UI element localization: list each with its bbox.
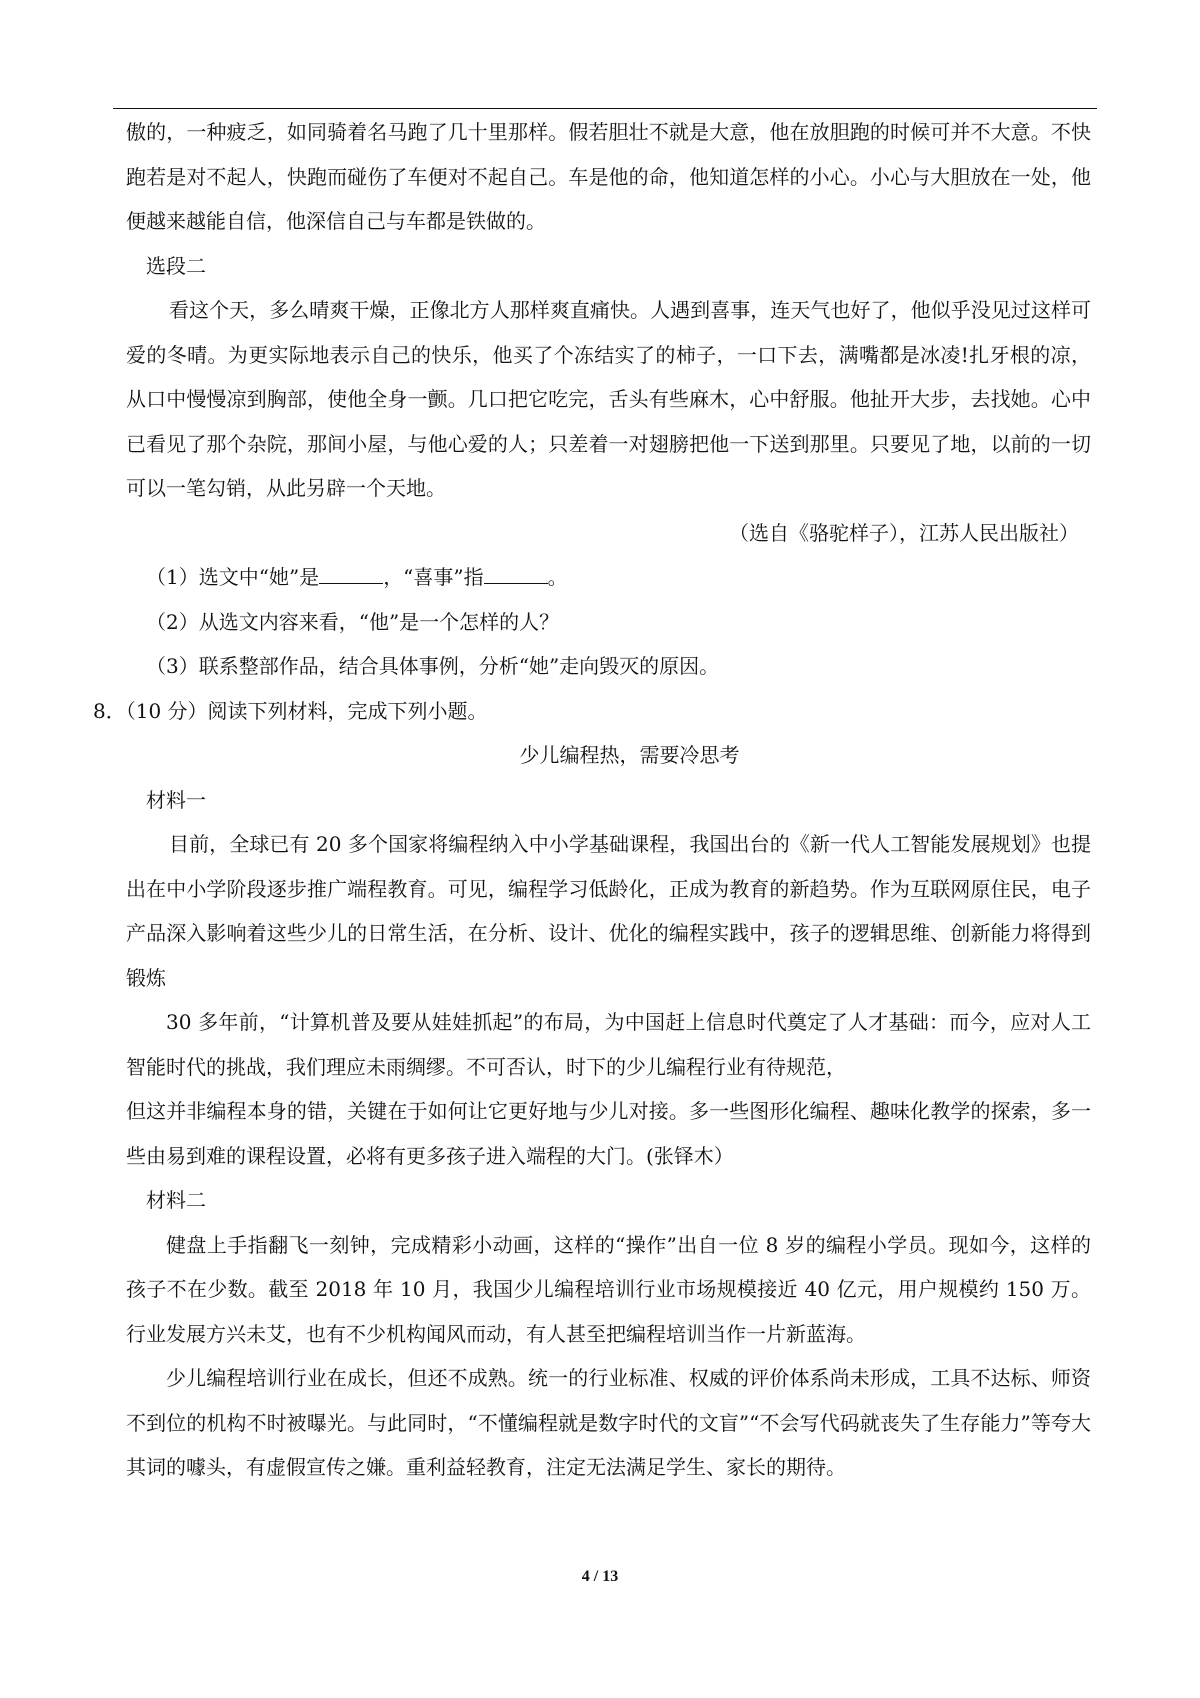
- material-one-label: 材料一: [146, 787, 206, 812]
- excerpt-one-paragraph-tail: 傲的，一种疲乏，如同骑着名马跑了几十里那样。假若胆壮不就是大意，他在放胆跑的时候可并不大意。不快跑若是对不起人，快跑而碰伤了车便对不起自己。车是他的命，他知道怎样的小心。小心与大胆放在一处，他便越来越能自信，他深信自己与车都是铁做的。: [126, 120, 1091, 233]
- material-one-paragraph-1: 目前，全球已有 20 多个国家将编程纳入中小学基础课程，我国出台的《新一代人工智能发展规划》也提出在中小学阶段逐步推广端程教育。可见，编程学习低龄化，正成为教育的新趋势。作为互联网原住民，电子产品深入影响着这些少儿的日常生活，在分析、设计、优化的编程实践中，孩子的逻辑思维、创新能力将得到锻炼: [126, 832, 1091, 990]
- question-8-heading: 8．（10 分）阅读下列材料，完成下列小题。: [93, 698, 488, 723]
- question-7-sub-1-text-b: ，“喜事”指: [383, 565, 484, 589]
- excerpt-source: （选自《骆驼样子），江苏人民出版社）: [729, 520, 1079, 545]
- answer-blank-2[interactable]: [484, 562, 548, 584]
- excerpt-two-paragraph: 看这个天，多么晴爽干燥，正像北方人那样爽直痛快。人遇到喜事，连天气也好了，他似乎没见过这样可爱的冬晴。为更实际地表示自己的快乐，他买了个冻结实了的柿子，一口下去，满嘴都是冰凌!扎牙根的凉，从口中慢慢凉到胸部，使他全身一颤。几口把它吃完，舌头有些麻木，心中舒服。他扯开大步，去找她。心中已看见了那个杂院，那间小屋，与他心爱的人；只差着一对翅膀把他一下送到那里。只要见了地，以前的一切可以一笔勾销，从此另辟一个天地。: [126, 298, 1091, 500]
- question-7-sub-1-text-c: 。: [547, 565, 568, 589]
- material-one-paragraph-2-line-1: 30 多年前，“计算机普及要从娃娃抓起”的布局，为中国赶上信息时代奠定了人才基础：而今，应对人工智能时代的挑战，我们理应未雨绸缪。不可否认，时下的少儿编程行业有待规范，: [126, 1010, 1091, 1079]
- question-7-sub-2: （2）从选文内容来看，“他”是一个怎样的人？: [146, 609, 560, 634]
- material-two-paragraph-2: 少儿编程培训行业在成长，但还不成熟。统一的行业标准、权威的评价体系尚未形成，工具不达标、师资不到位的机构不时被曝光。与此同时，“不懂编程就是数字时代的文盲”“不会写代码就丧失了生存能力”等夸大其词的噱头，有虚假宣传之嫌。重利益轻教育，注定无法满足学生、家长的期待。: [126, 1366, 1091, 1479]
- question-7-sub-3: （3）联系整部作品，结合具体事例，分析“她”走向毁灭的原因。: [146, 654, 720, 678]
- material-two-label: 材料二: [146, 1188, 206, 1212]
- header-rule: [113, 108, 1097, 109]
- page-content: [93, 110, 1091, 1490]
- excerpt-two-label: 选段二: [146, 253, 206, 278]
- material-two-paragraph-1: 健盘上手指翻飞一刻钟，完成精彩小动画，这样的“操作”出自一位 8 岁的编程小学员。现如今，这样的孩子不在少数。截至 2018 年 10 月，我国少儿编程培训行业市场规模接近 40 亿元，用户规模约 150 万。行业发展方兴未艾，也有不少机构闻风而动，有人甚至把编程培训当作一片新蓝海。: [126, 1232, 1091, 1346]
- page-number: 4 / 13: [581, 1568, 619, 1585]
- answer-blank-1[interactable]: [319, 562, 383, 584]
- question-7-sub-1: [126, 555, 1091, 600]
- question-7-sub-1-text-a: （1）选文中“她”是: [146, 565, 320, 589]
- material-one-paragraph-2-line-2: 但这并非编程本身的错，关键在于如何让它更好地与少儿对接。多一些图形化编程、趣味化教学的探索，多一些由易到难的课程设置，必将有更多孩子进入端程的大门。(张铎木）: [126, 1099, 1091, 1168]
- article-title: 少儿编程热，需要冷思考: [519, 743, 740, 767]
